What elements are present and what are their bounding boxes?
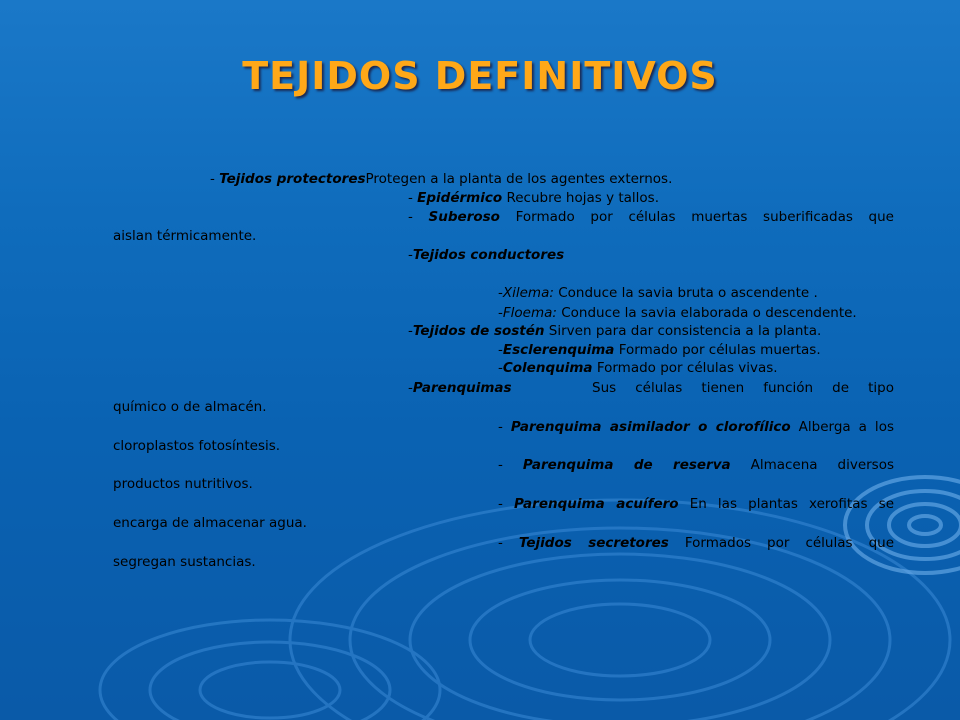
- item-epidermico: - Epidérmico Recubre hojas y tallos.: [408, 190, 660, 206]
- item-suberoso: - Suberoso Formado por células muertas suberificadas que: [408, 209, 894, 225]
- item-conductores: -Tejidos conductores: [408, 247, 565, 263]
- item-reserva: - Parenquima de reserva Almacena diversos: [498, 457, 895, 473]
- item-xilema: -Xilema: Conduce la savia bruta o ascendente .: [498, 285, 818, 301]
- item-secretores: - Tejidos secretores Formados por células que: [498, 535, 895, 551]
- item-esclerenquima: -Esclerenquima Formado por células muertas.: [498, 342, 821, 358]
- item-parenquimas-cont: químico o de almacén.: [113, 399, 267, 415]
- item-colenquima: -Colenquima Formado por células vivas.: [498, 360, 778, 376]
- item-suberoso-cont: aislan térmicamente.: [113, 228, 257, 244]
- item-protectores: - Tejidos protectoresProtegen a la planta de los agentes externos.: [210, 171, 673, 187]
- item-asimilador: - Parenquima asimilador o clorofílico Alberga a los: [498, 419, 894, 435]
- item-asimilador-cont: cloroplastos fotosíntesis.: [113, 438, 281, 454]
- item-floema: -Floema: Conduce la savia elaborada o descendente.: [498, 305, 857, 321]
- page-title: TEJIDOS DEFINITIVOS: [242, 54, 718, 98]
- item-reserva-cont: productos nutritivos.: [113, 476, 253, 492]
- item-parenquimas-text: Sus células tienen función de tipo: [592, 380, 894, 396]
- item-acuifero-cont: encarga de almacenar agua.: [113, 515, 307, 531]
- item-acuifero: - Parenquima acuífero En las plantas xerofitas se: [498, 496, 895, 512]
- item-sosten: -Tejidos de sostén Sirven para dar consistencia a la planta.: [408, 323, 822, 339]
- item-parenquimas: -Parenquimas: [408, 380, 512, 396]
- item-secretores-cont: segregan sustancias.: [113, 554, 256, 570]
